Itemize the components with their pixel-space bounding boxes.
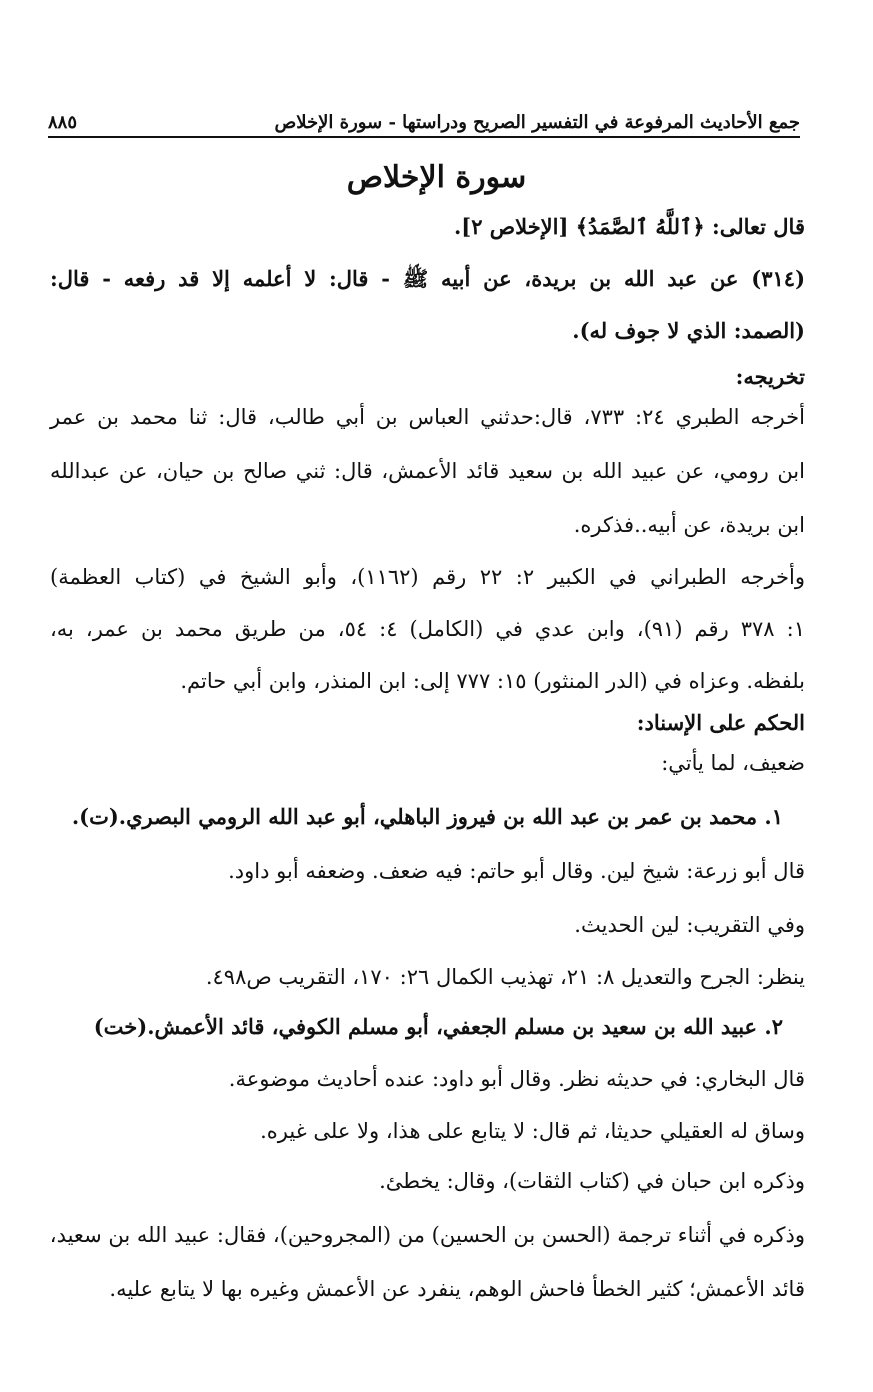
narrator-item-1: ١. محمد بن عمر بن عبد الله بن فيروز الباهلي، أبو عبد الله الرومي البصري.(ت). (71, 804, 783, 829)
paragraph-line: وساق له العقيلي حديثا، ثم قال: لا يتابع على هذا، ولا على غيره. (260, 1119, 805, 1143)
paragraph-line: ابن بريدة، عن أبيه..فذكره. (573, 513, 805, 537)
paragraph-line: قائد الأعمش؛ كثير الخطأ فاحش الوهم، ينفرد عن الأعمش وغيره بها لا يتابع عليه. (109, 1277, 805, 1301)
paragraph-line: قال البخاري: في حديثه نظر. وقال أبو داود: عنده أحاديث موضوعة. (228, 1067, 805, 1091)
paragraph-line: ينظر: الجرح والتعديل ٨: ٢١، تهذيب الكمال ٢٦: ١٧٠، التقريب ص٤٩٨. (205, 965, 805, 989)
paragraph-line: وذكره ابن حبان في (كتاب الثقات)، وقال: يخطئ. (379, 1169, 805, 1193)
verse-citation: قال تعالى: ﴿ٱللَّهُ ٱلصَّمَدُ﴾ [الإخلاص ٢]. (453, 214, 805, 239)
paragraph-line: بلفظه. وعزاه في (الدر المنثور) ١٥: ٧٧٧ إلى: ابن المنذر، وابن أبي حاتم. (180, 669, 805, 693)
paragraph-line: ابن رومي، عن عبيد الله بن سعيد قائد الأعمش، قال: ثني صالح بن حيان، عن عبدالله (50, 459, 805, 483)
section-heading-takhrij: تخريجه: (735, 364, 805, 389)
surah-title: سورة الإخلاص (346, 160, 527, 195)
paragraph-line: ١: ٣٧٨ رقم (٩١)، وابن عدي في (الكامل) ٤: ٥٤، من طريق محمد بن عمر، به، (50, 617, 805, 641)
paragraph-line: وأخرجه الطبراني في الكبير ٢: ٢٢ رقم (١١٦٢)، وأبو الشيخ في (كتاب العظمة) (50, 565, 806, 589)
paragraph-line: قال أبو زرعة: شيخ لين. وقال أبو حاتم: فيه ضعف. وضعفه أبو داود. (228, 859, 805, 883)
hadith-text-line: (٣١٤) عن عبد الله بن بريدة، عن أبيه ﷺ - قال: لا أعلمه إلا قد رفعه - قال: (50, 266, 805, 291)
section-heading-ruling: الحكم على الإسناد: (636, 710, 805, 735)
paragraph-line: ضعيف، لما يأتي: (661, 751, 805, 775)
hadith-text-line: (الصمد: الذي لا جوف له). (572, 318, 805, 343)
running-title: جمع الأحاديث المرفوعة في التفسير الصريح ودراستها - سورة الإخلاص (274, 112, 800, 133)
paragraph-line: أخرجه الطبري ٢٤: ٧٣٣، قال:حدثني العباس بن أبي طالب، قال: ثنا محمد بن عمر (50, 405, 805, 429)
running-header (48, 108, 800, 138)
page-number: ٨٨٥ (48, 112, 78, 133)
paragraph-line: وفي التقريب: لين الحديث. (574, 913, 805, 937)
paragraph-line: وذكره في أثناء ترجمة (الحسن بن الحسين) من (المجروحين)، فقال: عبيد الله بن سعيد، (49, 1223, 805, 1247)
narrator-item-2: ٢. عبيد الله بن سعيد بن مسلم الجعفي، أبو مسلم الكوفي، قائد الأعمش.(خت) (93, 1014, 783, 1039)
